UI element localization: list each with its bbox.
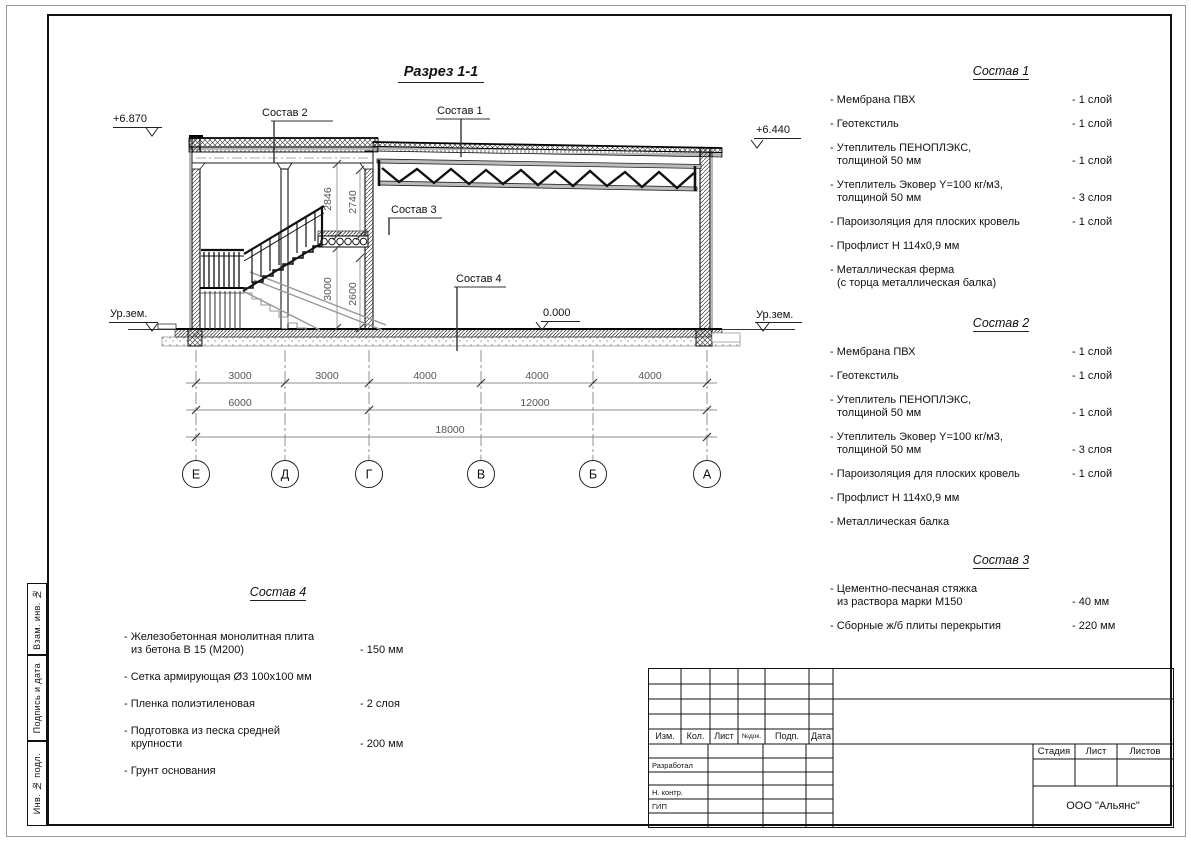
sidebar-inv-podl: Инв. № подл.: [27, 741, 47, 826]
col-data: Дата: [811, 731, 831, 741]
callout-sostav2-label: Состав 2: [262, 107, 308, 119]
material-row: - Пароизоляция для плоских кровель - 1 слой: [830, 468, 1113, 480]
material-row: - Мембрана ПВХ - 1 слой: [830, 346, 1113, 358]
dim-12000: 12000: [520, 397, 550, 409]
axis-D: Д: [280, 467, 290, 482]
ground-level-right: Ур.зем.: [756, 309, 794, 321]
axis-V: В: [476, 467, 486, 482]
dim-3000-2: 3000: [315, 370, 339, 382]
mezzanine-slab: [318, 231, 368, 247]
material-row: - Железобетонная монолитная плита из бетона В 15 (М200) - 150 мм: [124, 631, 404, 656]
section-title: Разрез 1-1: [398, 64, 484, 83]
elevation-top-right: +6.440: [756, 124, 790, 136]
callout-sostav3-label: Состав 3: [391, 204, 437, 216]
material-row: - Утеплитель ПЕНОПЛЭКС, толщиной 50 мм - 1 слой: [830, 142, 1113, 167]
col-ndok: №док.: [741, 733, 762, 740]
sostav2-title: Состав 2: [972, 316, 1030, 330]
sostav4-title: Состав 4: [249, 585, 307, 599]
staircase: [200, 206, 386, 331]
axis-E: Е: [191, 467, 201, 482]
material-row: - Утеплитель Эковер Y=100 кг/м3, толщиной 50 мм - 3 слоя: [830, 431, 1113, 456]
material-row: - Металлическая балка: [830, 516, 950, 528]
sostav1-list: [830, 62, 1172, 301]
dim-2740: 2740: [347, 190, 359, 214]
sostav2-list: [830, 314, 1172, 540]
dim-2600: 2600: [347, 282, 359, 306]
axis-G: Г: [365, 467, 373, 482]
material-row: - Сборные ж/б плиты перекрытия - 220 мм: [830, 620, 1116, 632]
sidebar-podpis-data: Подпись и дата: [27, 655, 47, 741]
sidebar-vzam-inv: Взам. инв. №: [27, 583, 47, 655]
axis-grid: [183, 350, 721, 488]
material-row: - Мембрана ПВХ - 1 слой: [830, 94, 1113, 106]
material-row: - Подготовка из песка средней крупности - 200 мм: [124, 725, 404, 750]
sostav3-list: [830, 551, 1172, 644]
sheets-header: Листов: [1129, 746, 1161, 757]
elevation-top-left: +6.870: [113, 113, 147, 125]
dim-4000-3: 4000: [638, 370, 662, 382]
hall-roof: [373, 142, 722, 157]
sostav1-title: Состав 1: [972, 64, 1030, 78]
floor-slab: [128, 324, 795, 346]
row-ncontrol: Н. контр.: [652, 788, 683, 797]
callout-sostav4-label: Состав 4: [456, 273, 502, 285]
material-row: - Профлист Н 114х0,9 мм: [830, 240, 960, 252]
sheet-header: Лист: [1085, 746, 1107, 757]
title-block: [648, 668, 1174, 828]
sostav3-title: Состав 3: [972, 553, 1030, 567]
dim-2846: 2846: [322, 187, 334, 211]
axis-B: Б: [588, 467, 598, 482]
dim-3000v: 3000: [322, 277, 334, 301]
company-name: ООО "Альянс": [1066, 800, 1140, 812]
material-row: - Металлическая ферма (с торца металлическая балка): [830, 264, 997, 289]
material-row: - Профлист Н 114х0,9 мм: [830, 492, 960, 504]
material-row: - Утеплитель ПЕНОПЛЭКС, толщиной 50 мм - 1 слой: [830, 394, 1113, 419]
material-row: - Цементно-песчаная стяжка из раствора марки М150 - 40 мм: [830, 583, 1110, 608]
row-developed: Разработал: [652, 761, 693, 770]
dim-4000-2: 4000: [525, 370, 549, 382]
dim-4000-1: 4000: [413, 370, 437, 382]
col-izm: Изм.: [655, 731, 675, 741]
elevation-zero: 0.000: [543, 307, 571, 319]
material-row: - Геотекстиль - 1 слой: [830, 370, 1113, 382]
material-row: - Пароизоляция для плоских кровель - 1 слой: [830, 216, 1113, 228]
row-gip: ГИП: [652, 802, 667, 811]
dim-18000: 18000: [435, 424, 465, 436]
dim-6000: 6000: [228, 397, 252, 409]
sostav4-list: [124, 583, 432, 792]
ground-level-left: Ур.зем.: [110, 308, 148, 320]
material-row: - Геотекстиль - 1 слой: [830, 118, 1113, 130]
col-list: Лист: [714, 731, 734, 741]
material-row: - Грунт основания: [124, 765, 216, 777]
axis-A: А: [702, 467, 712, 482]
callout-sostav1-label: Состав 1: [437, 105, 483, 117]
material-row: - Сетка армирующая Ø3 100х100 мм: [124, 671, 312, 683]
col-kol: Кол.: [686, 731, 705, 741]
col-podp: Подп.: [775, 731, 799, 741]
stage-header: Стадия: [1037, 746, 1071, 757]
material-row: - Утеплитель Эковер Y=100 кг/м3, толщиной 50 мм - 3 слоя: [830, 179, 1113, 204]
dim-3000-1: 3000: [228, 370, 252, 382]
roof-truss: [377, 159, 701, 191]
material-row: - Пленка полиэтиленовая - 2 слоя: [124, 698, 401, 710]
